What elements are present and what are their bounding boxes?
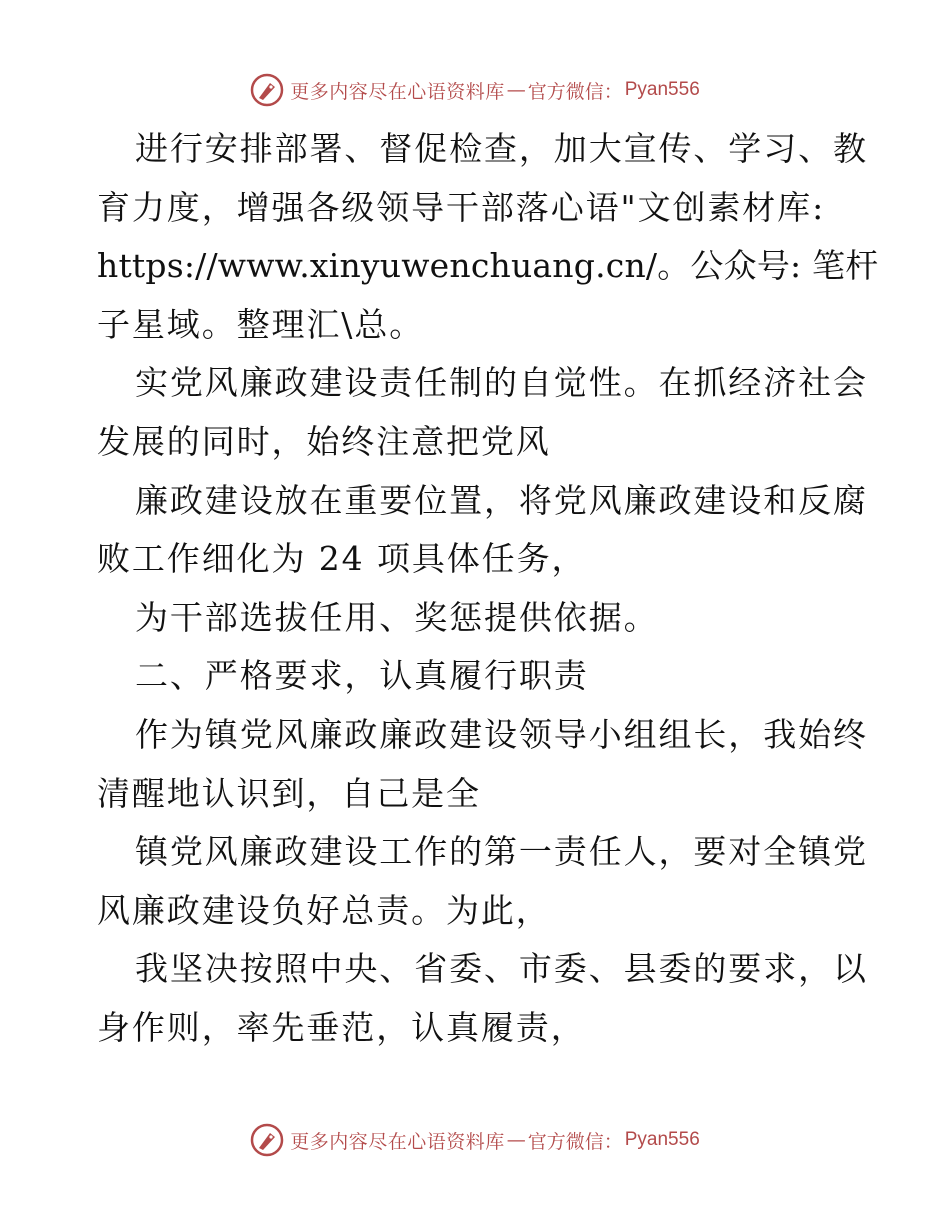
text-line: 子星域。整理汇\总。 xyxy=(97,304,425,344)
text-line: 发展的同时，始终注意把党风 xyxy=(97,421,551,461)
text-line: 进行安排部署、督促检查，加大宣传、学习、教 xyxy=(135,129,868,168)
watermark-brand-text: 更多内容尽在心语资料库 xyxy=(290,1130,505,1153)
header-watermark xyxy=(0,70,950,110)
footer-watermark xyxy=(0,1120,950,1160)
watermark-wechat-label: 官方微信： xyxy=(527,80,623,103)
watermark-wechat-id: Pyan556 xyxy=(624,1129,700,1150)
text-line: 镇党风廉政建设工作的第一责任人，要对全镇党 xyxy=(135,832,868,872)
text-line: 我坚决按照中央、省委、市委、县委的要求，以 xyxy=(135,949,868,989)
text-line: 实党风廉政建设责任制的自觉性。在抓经济社会 xyxy=(135,363,868,403)
watermark-wechat-label: 官方微信： xyxy=(527,1130,623,1153)
text-line: 身作则，率先垂范，认真履责， xyxy=(97,1007,586,1047)
text-line: 风廉政建设负好总责。为此， xyxy=(97,890,551,930)
watermark-brand-text: 更多内容尽在心语资料库 xyxy=(290,80,505,103)
text-line: 为干部选拔任用、奖惩提供依据。 xyxy=(135,597,659,637)
text-line: https://www.xinyuwenchuang.cn/。公众号: 笔杆 xyxy=(97,246,879,286)
text-line: 败工作细化为 24 项具体任务， xyxy=(97,539,587,579)
text-line: 清醒地认识到，自己是全 xyxy=(97,773,481,813)
pen-nib-logo-icon xyxy=(250,73,284,107)
text-line: 作为镇党风廉政廉政建设领导小组组长，我始终 xyxy=(135,714,868,754)
text-line: 育力度，增强各级领导干部落心语"文创素材库: xyxy=(97,187,826,227)
document-body xyxy=(97,120,879,1058)
text-line: 廉政建设放在重要位置，将党风廉政建设和反腐 xyxy=(135,480,868,520)
watermark-wechat-id: Pyan556 xyxy=(624,79,700,100)
section-heading: 二、严格要求，认真履行职责 xyxy=(135,656,589,696)
watermark-separator: — xyxy=(506,1129,526,1151)
watermark-separator: — xyxy=(506,79,526,101)
pen-nib-logo-icon xyxy=(250,1123,284,1157)
